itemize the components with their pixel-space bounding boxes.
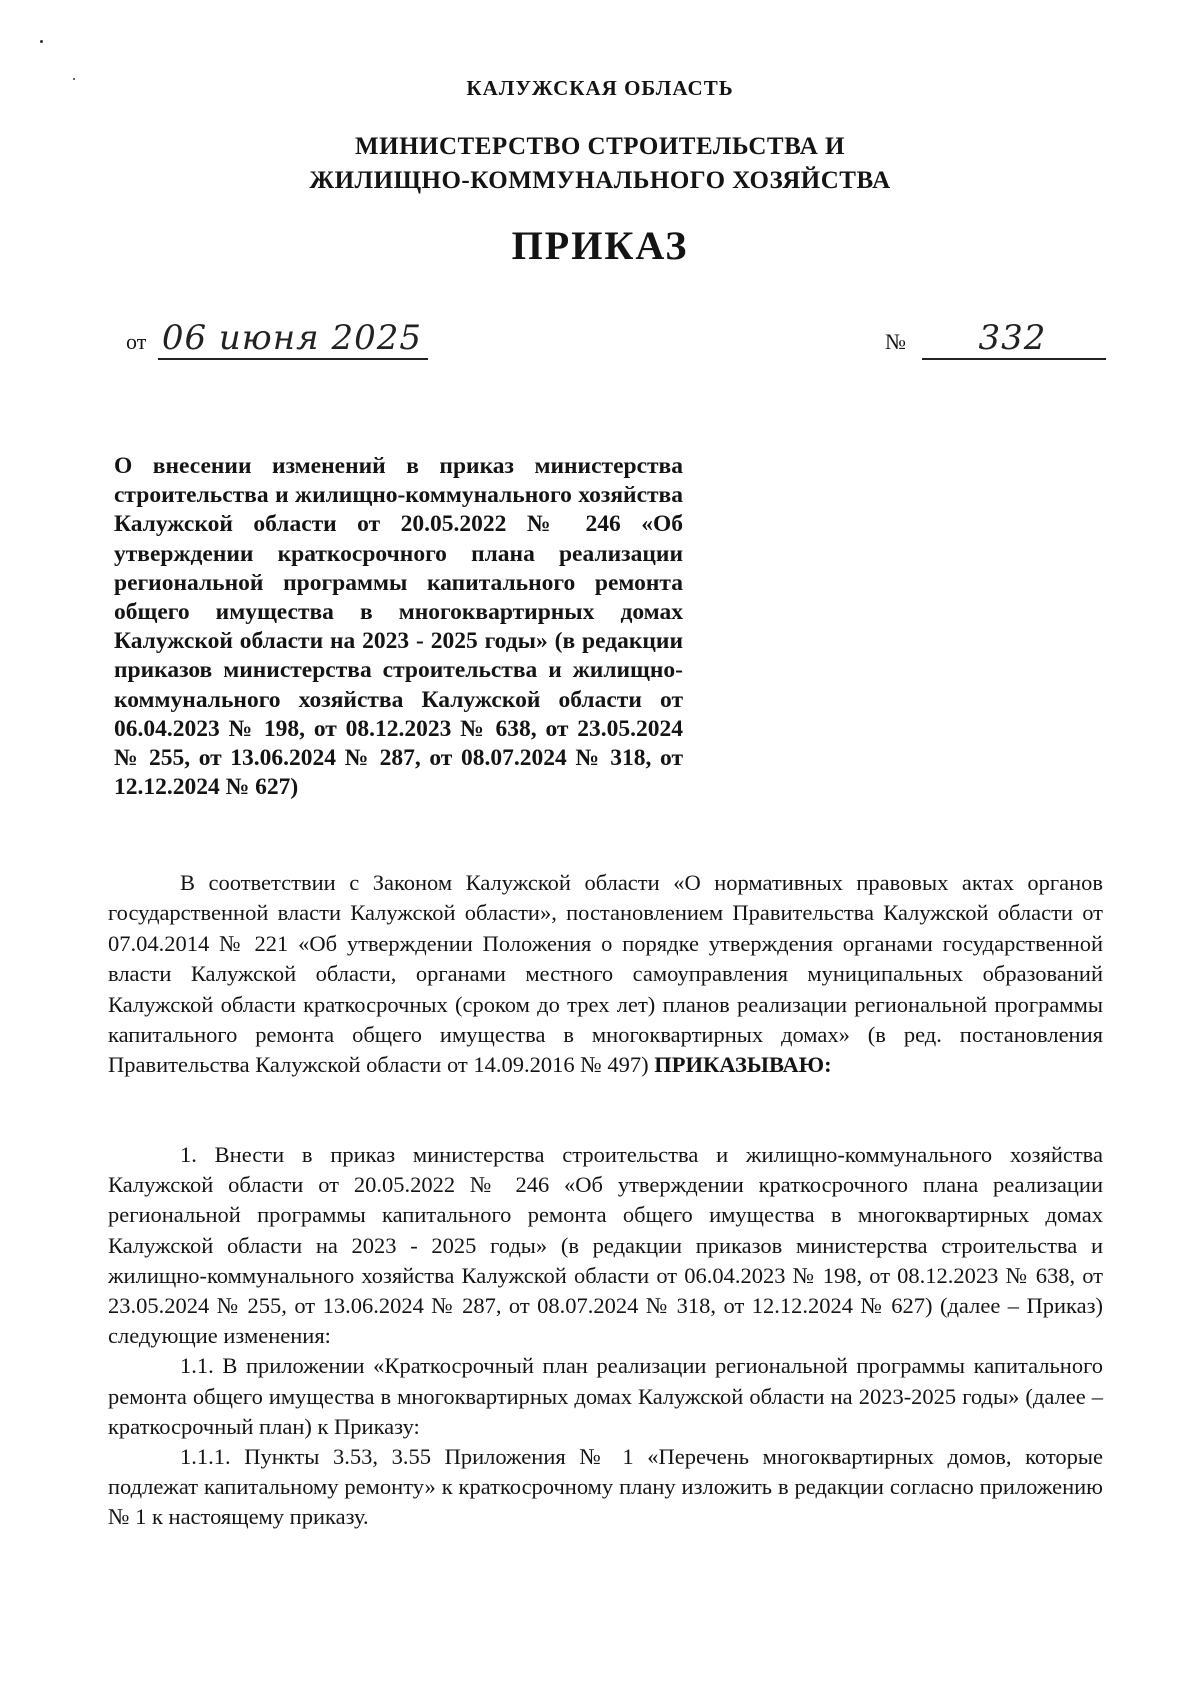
document-title: ПРИКАЗ: [511, 223, 689, 268]
order-item: 1.1.1. Пункты 3.53, 3.55 Приложения № 1 «Перечень многоквартирных домов, которые подлежат капитальному ремонту» к краткосрочному плану изложить в редакции согласно приложению № 1 к настоящему приказу.: [108, 1444, 1103, 1530]
date-label: от: [126, 329, 147, 354]
order-word: ПРИКАЗЫВАЮ:: [654, 1052, 832, 1078]
preamble: [108, 868, 1103, 1081]
region-heading: КАЛУЖСКАЯ ОБЛАСТЬ: [466, 76, 734, 100]
ministry-line-2: ЖИЛИЩНО-КОММУНАЛЬНОГО ХОЗЯЙСТВА: [309, 167, 891, 194]
number-label: №: [885, 329, 906, 354]
handwritten-number: 332: [978, 318, 1047, 358]
preamble-text: В соответствии с Законом Калужской области «О нормативных правовых актах органов государственной власти Калужской области», постановлением Правительства Калужской области от 07.04.2014 № 221 «Об утверждении Положения о порядке утверждения органами государственной власти Калужской области, органами местного самоуправления муниципальных образований Калужской области краткосрочных (сроком до трех лет) планов реализации региональной программы капитального ремонта общего имущества в многоквартирных домах» (в ред. постановления Правительства Калужской области от 14.09.2016 № 497): [108, 870, 1103, 1078]
handwritten-date: 06 июня 2025: [158, 318, 428, 360]
order-subject: О внесении изменений в приказ министерства строительства и жилищно-коммунального хозяйства Калужской области от 20.05.2022 № 246 «Об утверждении краткосрочного плана реализации региональной программы капитального ремонта общего имущества в многоквартирных домах Калужской области на 2023 - 2025 годы» (в редакции приказов министерства строительства и жилищно-коммунального хозяйства Калужской области от 06.04.2023 № 198, от 08.12.2023 № 638, от 23.05.2024 № 255, от 13.06.2024 № 287, от 08.07.2024 № 318, от 12.12.2024 № 627): [114, 453, 683, 801]
ministry-line-1: МИНИСТЕРСТВО СТРОИТЕЛЬСТВА И: [355, 133, 845, 160]
order-item: 1.1. В приложении «Краткосрочный план реализации региональной программы капитального ремонта общего имущества в многоквартирных домах Калужской области на 2023-2025 годы» (далее – краткосрочный план) к Приказу:: [108, 1353, 1103, 1439]
scan-speck: [40, 40, 43, 43]
order-date: [126, 318, 428, 360]
order-items: [108, 1140, 1103, 1533]
number-field: [922, 318, 1106, 360]
order-item: 1. Внести в приказ министерства строительства и жилищно-коммунального хозяйства Калужской области от 20.05.2022 № 246 «Об утверждении краткосрочного плана реализации региональной программы капитального ремонта общего имущества в многоквартирных домах Калужской области на 2023 - 2025 годы» (в редакции приказов министерства строительства и жилищно-коммунального хозяйства Калужской области от 06.04.2023 № 198, от 08.12.2023 № 638, от 23.05.2024 № 255, от 13.06.2024 № 287, от 08.07.2024 № 318, от 12.12.2024 № 627) (далее – Приказ) следующие изменения:: [108, 1142, 1103, 1349]
order-number: [885, 318, 1106, 360]
ministry-heading: [0, 130, 1200, 198]
